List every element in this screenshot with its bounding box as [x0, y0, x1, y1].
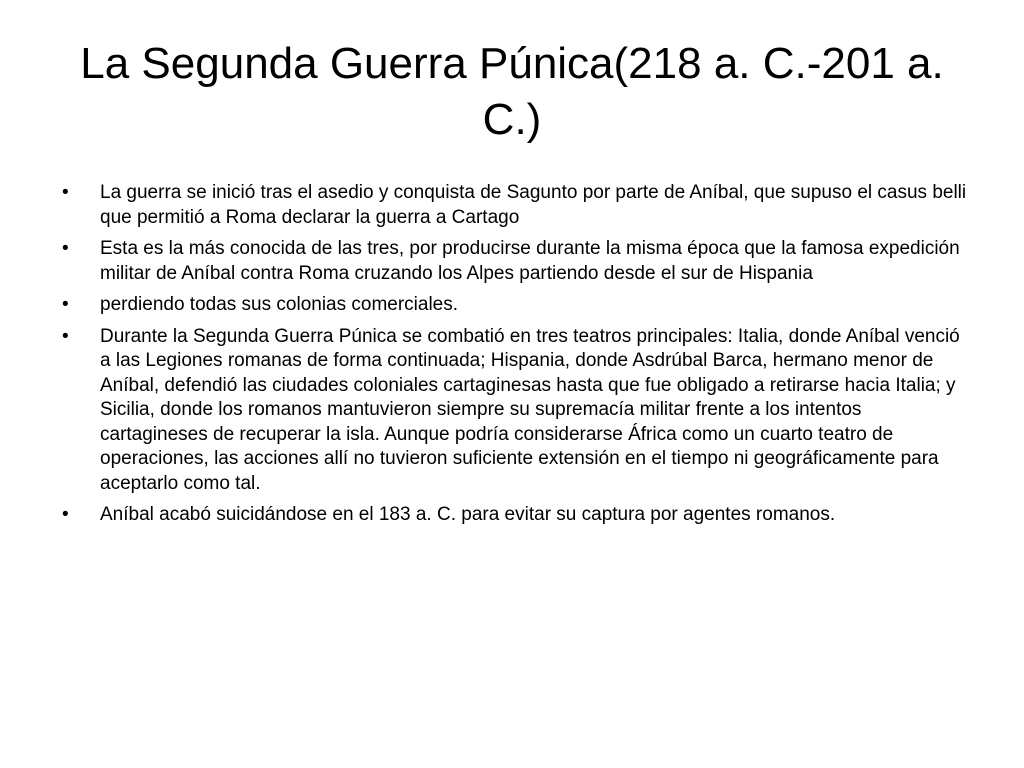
bullet-text: Durante la Segunda Guerra Púnica se combatió en tres teatros principales: Italia, donde Aníbal venció a las Legiones romanas de forma continuada; Hispania, donde Asdrúbal Barca, hermano menor de Aníbal, defendió las ciudades coloniales cartaginesas hasta que fue obligado a retirarse hacia Italia; y Sicilia, donde los romanos mantuvieron siempre su supremacía militar frente a los intentos cartagineses de recuperar la isla. Aunque podría considerarse África como un cuarto teatro de operaciones, las acciones allí no tuvieron suficiente extensión en el tiempo ni geográficamente para aceptarlo como tal.	[100, 325, 960, 494]
bullet-dot-icon: •	[62, 182, 69, 203]
bullet-list	[62, 181, 972, 535]
bullet-text: La guerra se inició tras el asedio y conquista de Sagunto por parte de Aníbal, que supuso el casus belli que permitió a Roma declarar la guerra a Cartago	[100, 182, 967, 228]
bullet-item	[62, 181, 972, 230]
bullet-dot-icon: •	[62, 238, 69, 259]
bullet-text: perdiendo todas sus colonias comerciales.	[100, 294, 459, 315]
bullet-item	[62, 503, 972, 528]
bullet-dot-icon: •	[62, 294, 69, 315]
bullet-item	[62, 325, 972, 497]
bullet-dot-icon: •	[62, 325, 69, 347]
bullet-dot-icon: •	[62, 504, 69, 525]
bullet-text: Esta es la más conocida de las tres, por producirse durante la misma época que la famosa expedición militar de Aníbal contra Roma cruzando los Alpes partiendo desde el sur de Hispania	[100, 238, 960, 284]
slide-title: La Segunda Guerra Púnica(218 a. C.-201 a. C.)	[80, 39, 944, 144]
bullet-text: Aníbal acabó suicidándose en el 183 a. C. para evitar su captura por agentes romanos.	[100, 504, 836, 525]
bullet-item	[62, 293, 972, 318]
bullet-item	[62, 237, 972, 286]
